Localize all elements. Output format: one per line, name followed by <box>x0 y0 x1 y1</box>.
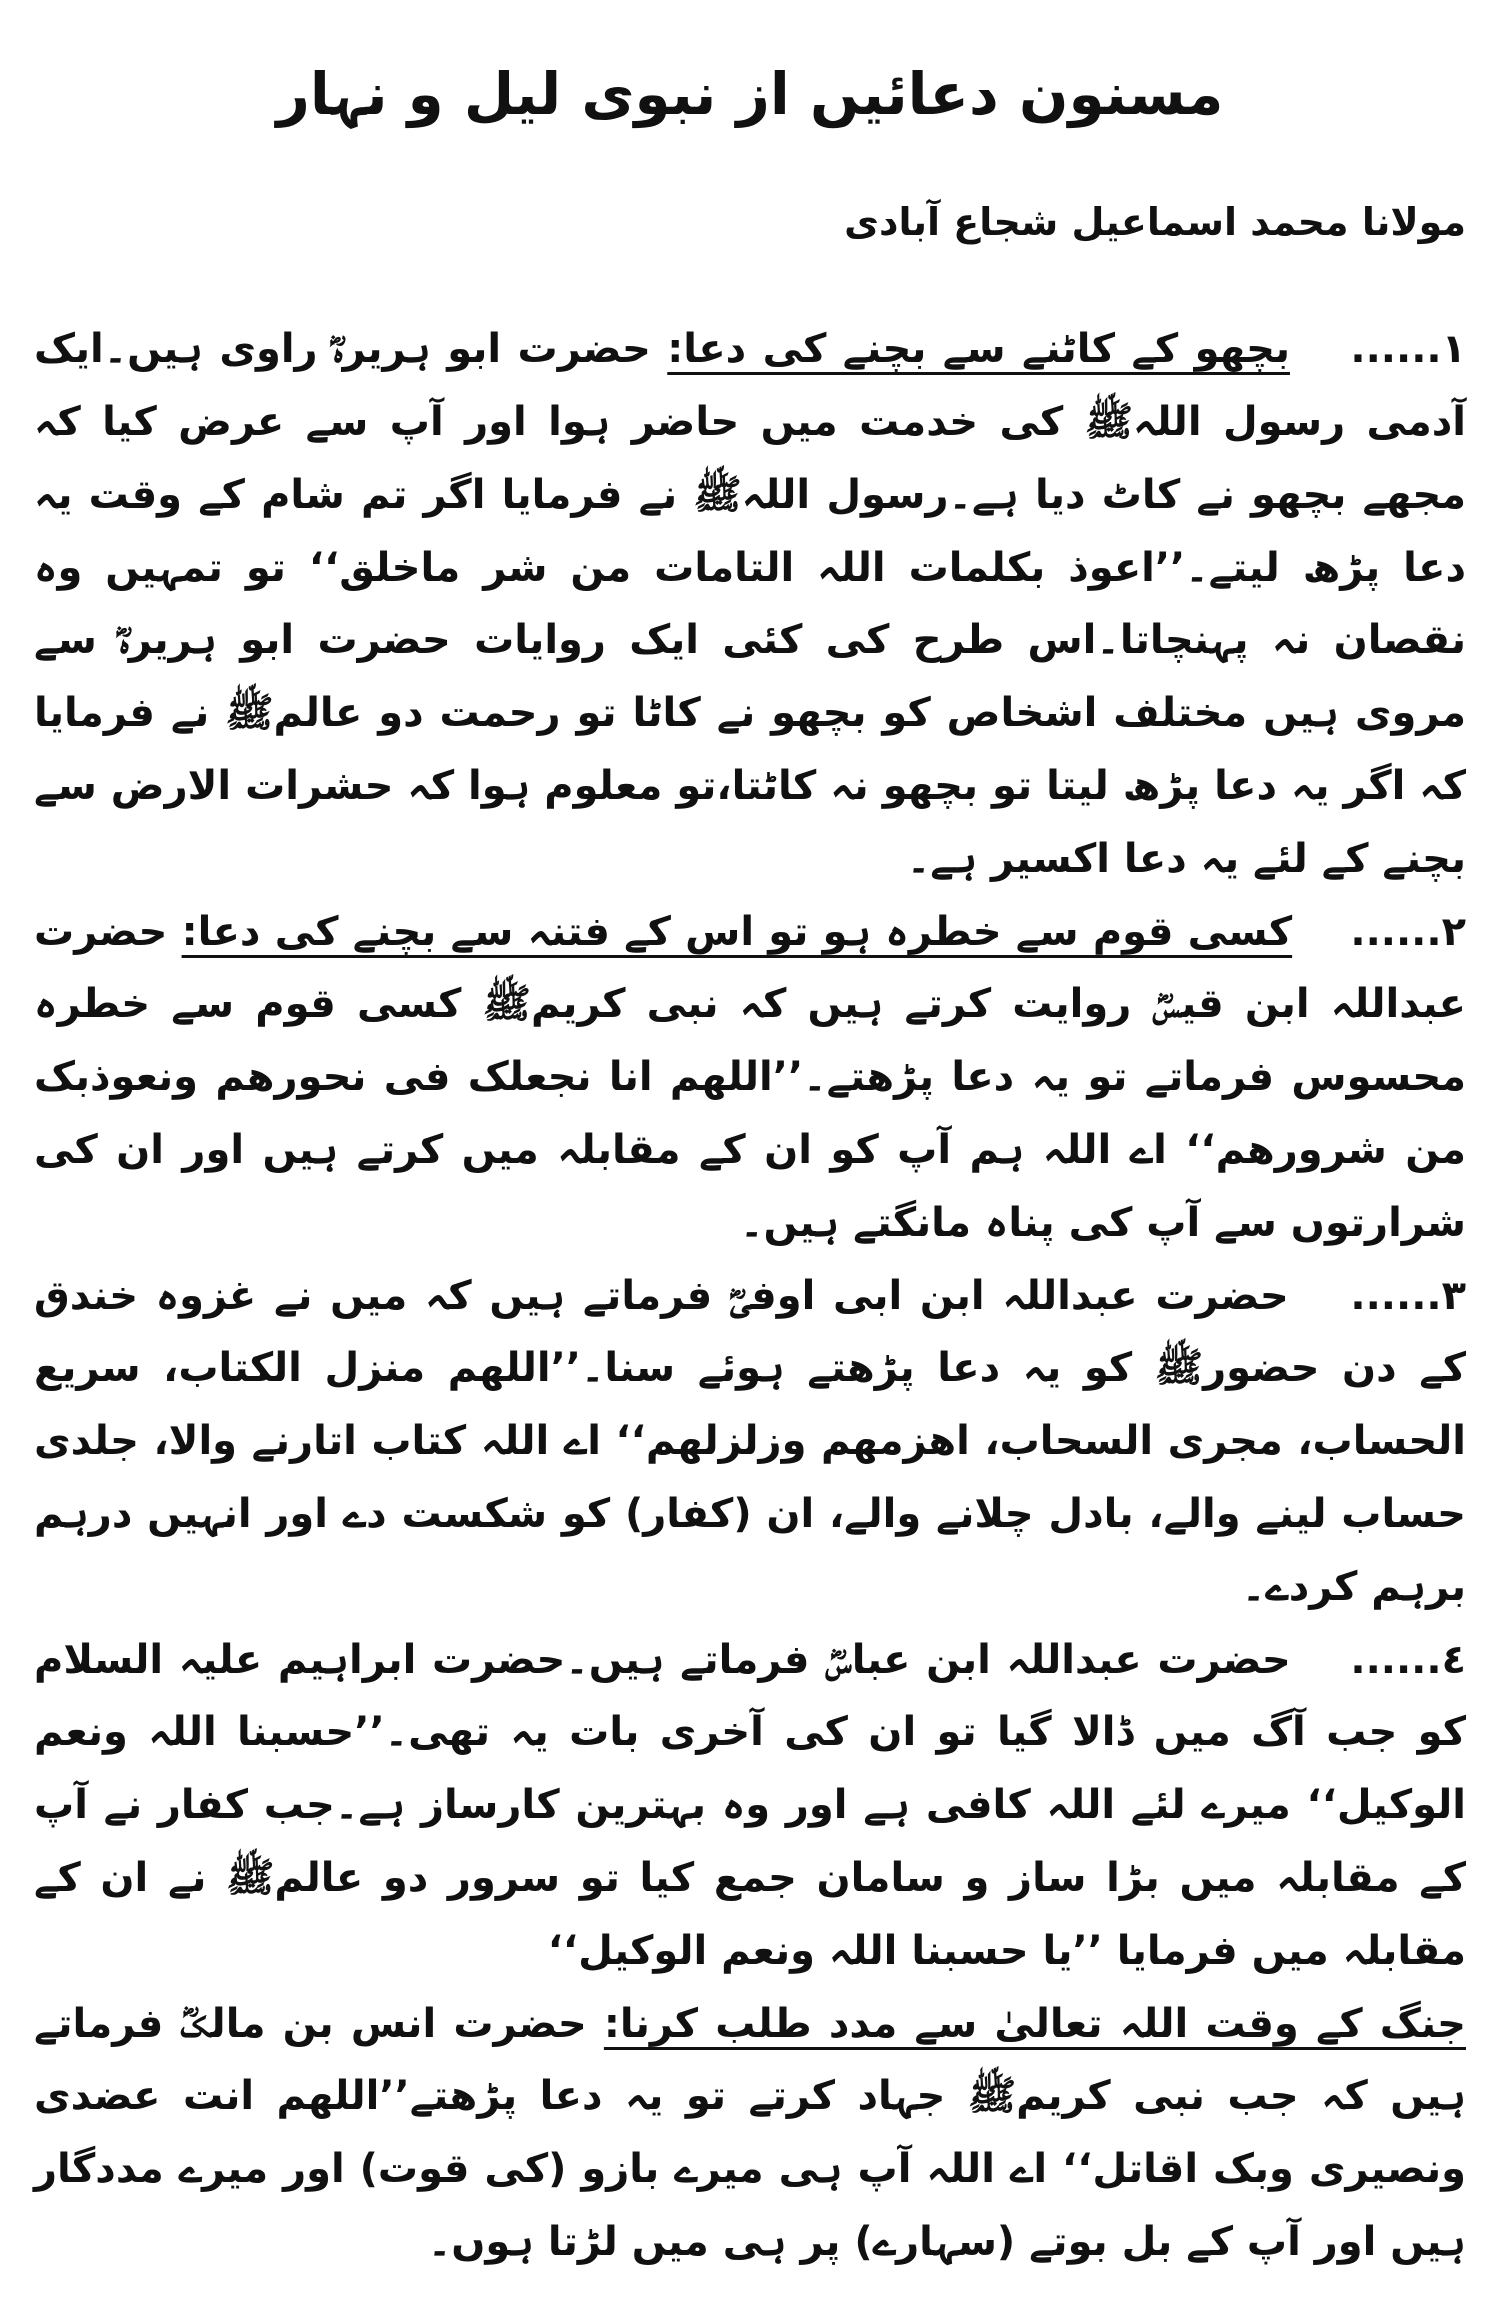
section-text: حضرت عبداللہ ابن قیسؓ روایت کرتے ہیں کہ نبی کریمﷺ کسی قوم سے خطرہ محسوس فرماتے تو یہ دعا پڑھتے۔’’اللھم انا نجعلک فی نحورھم ونعوذبک من شرورھم‘‘ اے اللہ ہم آپ کو ان کے مقابلہ میں کرتے ہیں اور ان کی شرارتوں سے آپ کی پناہ مانگتے ہیں۔ <box>34 908 1466 1246</box>
section-text: حضرت عبداللہ ابن عباسؓ فرماتے ہیں۔حضرت ابراہیم علیہ السلام کو جب آگ میں ڈالا گیا تو ان کی آخری بات یہ تھی۔’’حسبنا اللہ ونعم الوکیل‘‘ میرے لئے اللہ کافی ہے اور وہ بہترین کارساز ہے۔جب کفار نے آپ کے مقابلہ میں بڑا ساز و سامان جمع کیا تو سرور دو عالمﷺ نے ان کے مقابلہ میں فرمایا ’’یا حسبنا اللہ ونعم الوکیل‘‘ <box>34 1636 1466 1974</box>
section-number: ٣...... <box>1350 1272 1466 1319</box>
section-heading: کسی قوم سے خطرہ ہو تو اس کے فتنہ سے بچنے کی دعا: <box>181 908 1293 955</box>
section-2 <box>34 896 1466 1260</box>
document-title: مسنون دعائیں از نبوی لیل و نہار <box>276 60 1224 128</box>
section-1 <box>34 313 1466 895</box>
section-heading: جنگ کے وقت اللہ تعالیٰ سے مدد طلب کرنا: <box>603 2000 1466 2047</box>
section-4 <box>34 1624 1466 1988</box>
section-number: ١...... <box>1350 326 1466 373</box>
section-number: ٢...... <box>1350 908 1466 955</box>
section-3 <box>34 1260 1466 1624</box>
section-text: حضرت انس بن مالکؓ فرماتے ہیں کہ جب نبی کریمﷺ جہاد کرتے تو یہ دعا پڑھتے’’اللھم انت عضدی ونصیری وبک اقاتل‘‘ اے اللہ آپ ہی میرے بازو (کی قوت) اور میرے مددگار ہیں اور آپ کے بل بوتے (سہارے) پر ہی میں لڑتا ہوں۔ <box>34 2000 1466 2265</box>
section-text: حضرت عبداللہ ابن ابی اوفیؓ فرماتے ہیں کہ میں نے غزوہ خندق کے دن حضورﷺ کو یہ دعا پڑھتے ہوئے سنا۔’’اللھم منزل الکتاب، سریع الحساب، مجری السحاب، اھزمھم وزلزلھم‘‘ اے اللہ کتاب اتارنے والا، جلدی حساب لینے والے، بادل چلانے والے، ان (کفار) کو شکست دے اور انہیں درہم برہم کردے۔ <box>34 1272 1466 1610</box>
section-text: حضرت ابو ہریرہؓ راوی ہیں۔ایک آدمی رسول اللہﷺ کی خدمت میں حاضر ہوا اور آپ سے عرض کیا کہ مجھے بچھو نے کاٹ دیا ہے۔رسول اللہﷺ نے فرمایا اگر تم شام کے وقت یہ دعا پڑھ لیتے۔’’اعوذ بکلمات اللہ التامات من شر ماخلق‘‘ تو تمہیں وہ نقصان نہ پہنچاتا۔اس طرح کی کئی ایک روایات حضرت ابو ہریرہؓ سے مروی ہیں مختلف اشخاص کو بچھو نے کاٹا تو رحمت دو عالمﷺ نے فرمایا کہ اگر یہ دعا پڑھ لیتا تو بچھو نہ کاٹتا،تو معلوم ہوا کہ حشرات الارض سے بچنے کے لئے یہ دعا اکسیر ہے۔ <box>34 326 1466 882</box>
section-heading: بچھو کے کاٹنے سے بچنے کی دعا: <box>667 326 1290 373</box>
section-number: ٤...... <box>1350 1636 1466 1683</box>
section-5 <box>34 1988 1466 2279</box>
author-name: مولانا محمد اسماعیل شجاع آبادی <box>844 199 1466 244</box>
